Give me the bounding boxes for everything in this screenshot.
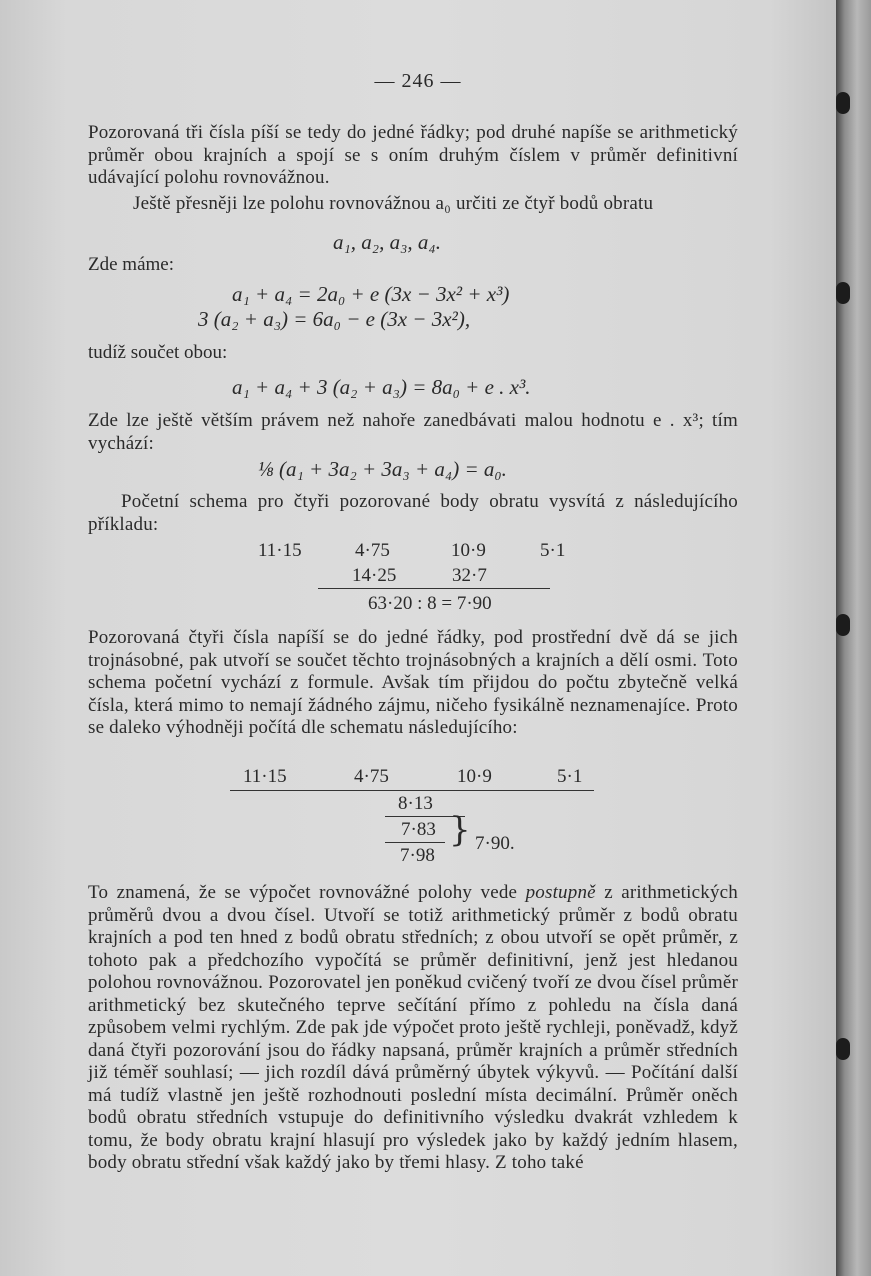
paragraph-6-emphasis: postupně	[525, 882, 596, 903]
paragraph-2: Ještě přesněji lze polohu rovnovážnou a₀ určiti ze čtyř bodů obratu	[133, 193, 654, 214]
paragraph-1: Pozorovaná tři čísla píší se tedy do jedné řádky; pod druhé napíše se arithmetický průměr obou krajních a spojí se s oním druhým číslem v průměr definitivní udávající polohu rovnovážnou.	[88, 122, 738, 188]
page-binding-edge	[836, 0, 871, 1276]
equation-4: ⅛ (a₁ + 3a₂ + 3a₃ + a₄) = a₀.	[258, 457, 507, 481]
scheme2-value: 5·1	[557, 766, 583, 787]
paragraph-6	[88, 882, 738, 1175]
paragraph-4: Početní schema pro čtyři pozorované body obratu vysvítá z následujícího příkladu:	[88, 491, 738, 535]
binding-hole	[836, 282, 850, 304]
scheme2-mean: 7·83	[401, 819, 436, 840]
scheme2-value: 10·9	[457, 766, 492, 787]
label-tudiz: tudíž součet obou:	[88, 342, 228, 363]
equation-points: a₁, a₂, a₃, a₄.	[333, 230, 441, 254]
scheme1-value: 11·15	[258, 540, 302, 561]
scheme2-mean: 8·13	[398, 793, 433, 814]
scheme2-result: 7·90.	[475, 833, 515, 854]
scheme1-rule	[318, 588, 550, 589]
paragraph-6-start: To znamená, že se výpočet rovnovážné polohy vede	[88, 882, 518, 903]
binding-hole	[836, 614, 850, 636]
scheme2-rule	[385, 842, 445, 843]
scheme1-result: 63·20 : 8 = 7·90	[368, 593, 492, 614]
scheme1-value: 5·1	[540, 540, 566, 561]
equation-3: a₁ + a₄ + 3 (a₂ + a₃) = 8a₀ + e . x³.	[232, 375, 531, 399]
paragraph-6-rest: z arithmetických průměrů dvou a dvou čísel. Utvoří se totiž arithmetický průměr z bodů obratu krajních a pod ten hned z bodů obratu středních; z obou utvoří se opět průměr, z tohoto pak a předchozího vypočítá se průměr definitivní, jenž jest hledanou polohou rovnovážnou. Pozorovatel jen poněkud cvičený tvoří ze dvou čísel průměr arithmetický bez skutečného teprve sečítání přímo z pohledu na čísla daná způsobem velmi rychlým. Zde pak jde výpočet proto ještě rychleji, poněvadž, když daná čtyři pozorování jsou do řádky napsaná, průměr krajních a průměr středních již téměř souhlasí; — jich rozdíl dává průměrný úbytek výkyvů. — Počítání další má tudíž vlastně jen ještě rozhodnouti poslední místa decimální. Průměr oněch bodů obratu středních vstupuje do definitivního výsledku dvakrát vzhledem k tomu, že body obratu krajní hlasují pro výsledek jako by každý jedním hlasem, body obratu střední však každý jako by třemi hlasy. Z toho také	[88, 882, 738, 1173]
scheme2-value: 4·75	[354, 766, 389, 787]
scheme2-mean: 7·98	[400, 845, 435, 866]
scheme1-triple: 32·7	[452, 565, 487, 586]
scheme1-triple: 14·25	[352, 565, 397, 586]
scheme2-value: 11·15	[243, 766, 287, 787]
page-number: — 246 —	[374, 70, 462, 92]
label-zde-mame: Zde máme:	[88, 254, 174, 275]
equation-1: a₁ + a₄ = 2a₀ + e (3x − 3x² + x³)	[232, 282, 510, 306]
paragraph-5: Pozorovaná čtyři čísla napíší se do jedné řádky, pod prostřední dvě dá se jich trojnásobné, pak utvoří se součet těchto trojnásobných a krajních a dělí osmi. Toto schema početní vychází z formule. Avšak tím přijdou do počtu zbytečně velká čísla, která mimo to nemají žádného zájmu, ničeho fysikálně neznamenajíce. Proto se daleko výhodněji počítá dle schematu následujícího:	[88, 627, 738, 738]
scheme2-rule	[230, 790, 594, 791]
equation-2: 3 (a₂ + a₃) = 6a₀ − e (3x − 3x²),	[198, 307, 471, 331]
scheme1-value: 4·75	[355, 540, 390, 561]
scheme1-value: 10·9	[451, 540, 486, 561]
scheme2-brace: }	[449, 810, 471, 850]
binding-hole	[836, 92, 850, 114]
paragraph-3: Zde lze ještě větším právem než nahoře zanedbávati malou hodnotu e . x³; tím vychází:	[88, 410, 738, 454]
binding-hole	[836, 1038, 850, 1060]
